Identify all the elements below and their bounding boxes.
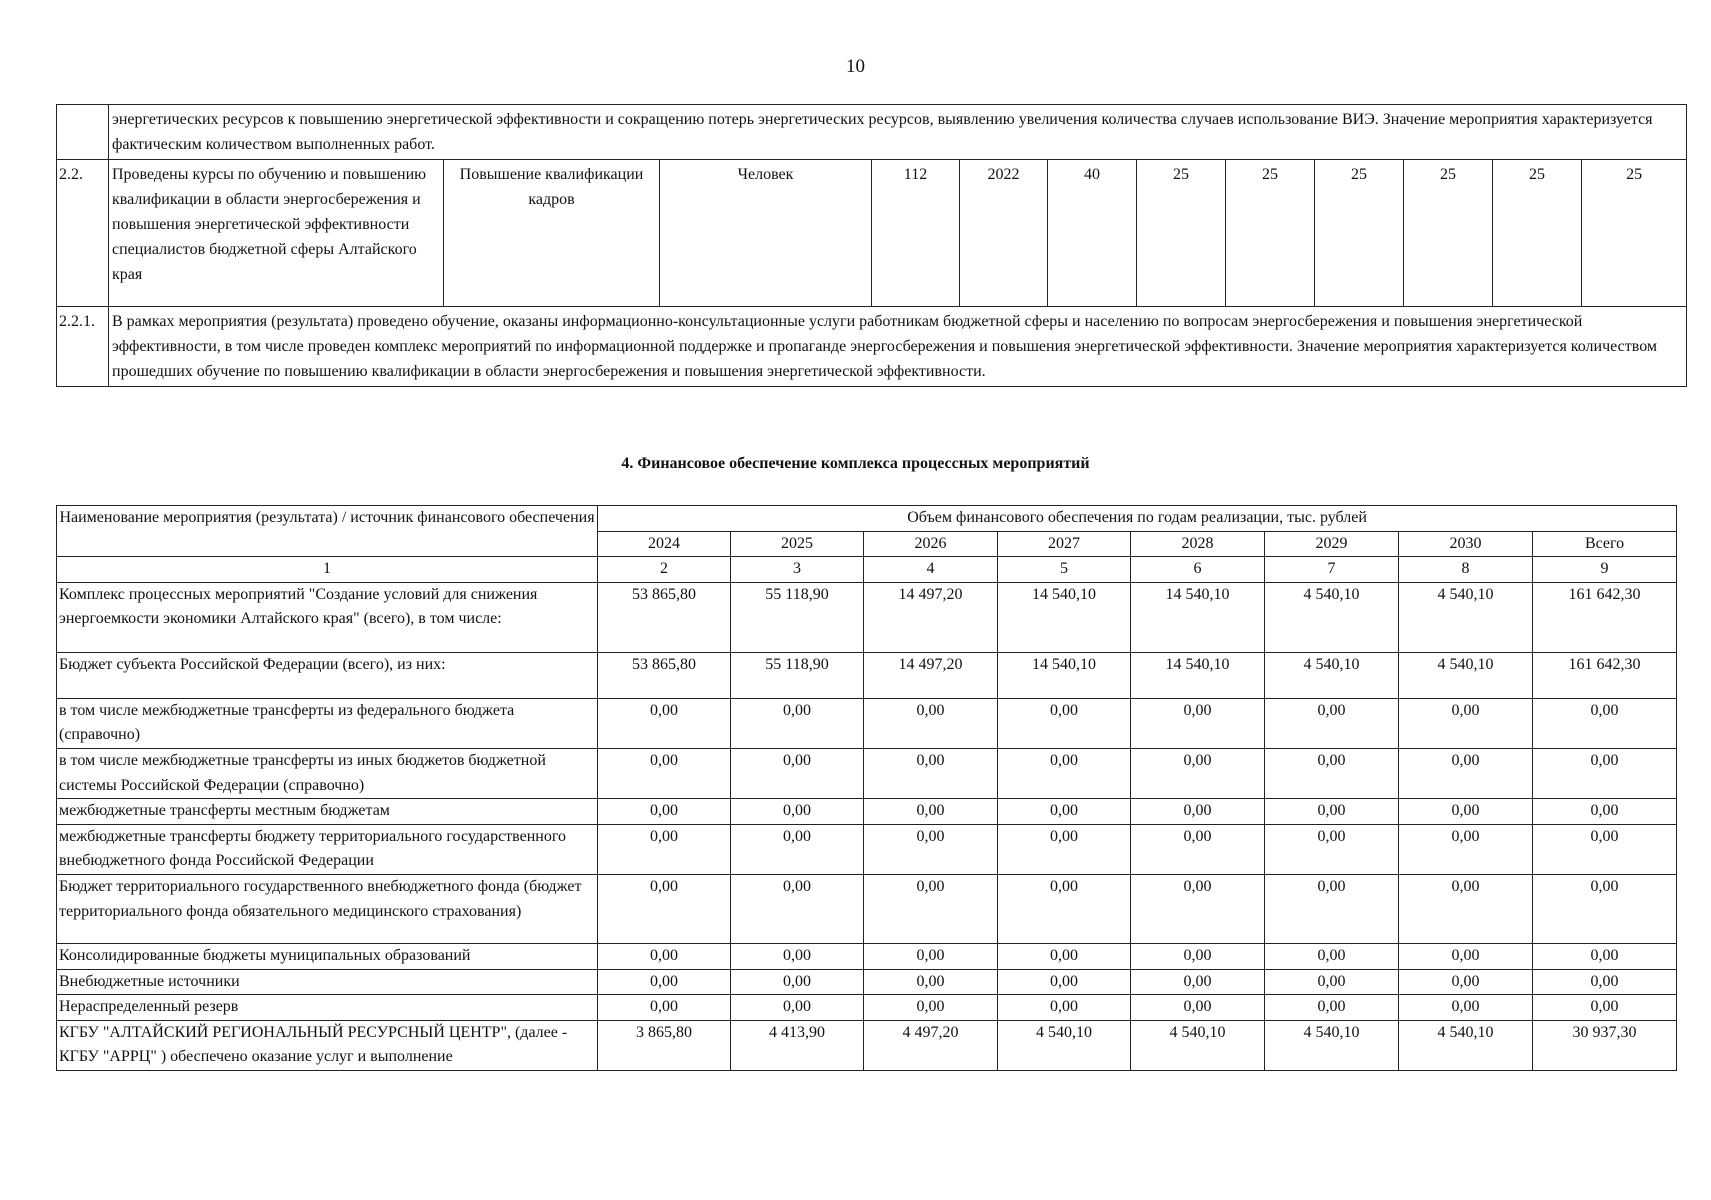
table-row [57,698,1677,748]
section-title: 4. Финансовое обеспечение комплекса процессных мероприятий [621,455,1090,472]
funding-source-name: в том числе межбюджетные трансферты из федерального бюджета (справочно) [57,698,598,748]
financing-table [56,505,1677,1071]
funding-value: 0,00 [1265,943,1399,969]
year-header: Всего [1533,531,1677,557]
funding-value: 0,00 [1399,698,1533,748]
funding-source-name: межбюджетные трансферты местным бюджетам [57,799,598,825]
funding-value: 55 118,90 [731,652,864,698]
funding-value: 0,00 [1533,799,1677,825]
funding-value: 0,00 [1399,799,1533,825]
base-year: 2022 [960,160,1048,307]
row-number [57,105,109,160]
table-row [57,307,1687,387]
funding-value: 4 540,10 [1265,652,1399,698]
funding-value: 0,00 [731,995,864,1021]
year-value: 40 [1048,160,1137,307]
funding-source-name: Консолидированные бюджеты муниципальных образований [57,943,598,969]
funding-source-name: Нераспределенный резерв [57,995,598,1021]
page-number: 10 [846,56,865,77]
funding-value: 4 540,10 [1265,1020,1399,1070]
funding-value: 14 540,10 [1131,582,1265,652]
funding-value: 0,00 [598,698,731,748]
funding-value: 30 937,30 [1533,1020,1677,1070]
row-number: 2.2.1. [57,307,109,387]
funding-value: 0,00 [998,943,1131,969]
table-row [57,1020,1677,1070]
funding-value: 0,00 [1131,698,1265,748]
funding-value: 0,00 [598,824,731,874]
funding-value: 0,00 [1533,943,1677,969]
funding-value: 0,00 [598,995,731,1021]
year-header: 2024 [598,531,731,557]
year-value: 25 [1137,160,1226,307]
funding-value: 0,00 [998,799,1131,825]
column-numbers-row [57,557,1677,583]
funding-value: 0,00 [1533,969,1677,995]
funding-value: 3 865,80 [598,1020,731,1070]
funding-value: 0,00 [1265,995,1399,1021]
column-number: 8 [1399,557,1533,583]
row-number: 2.2. [57,160,109,307]
funding-value: 0,00 [864,799,998,825]
funding-value: 161 642,30 [1533,652,1677,698]
funding-value: 14 540,10 [1131,652,1265,698]
funding-value: 0,00 [998,969,1131,995]
funding-value: 0,00 [998,748,1131,798]
funding-value: 53 865,80 [598,652,731,698]
funding-value: 0,00 [998,698,1131,748]
funding-value: 0,00 [1265,698,1399,748]
funding-source-name: в том числе межбюджетные трансферты из иных бюджетов бюджетной системы Российской Федерации (справочно) [57,748,598,798]
funding-source-name: Внебюджетные источники [57,969,598,995]
funding-value: 0,00 [731,943,864,969]
header-name-cell: Наименование мероприятия (результата) / источник финансового обеспечения [57,506,598,557]
funding-value: 0,00 [1131,748,1265,798]
year-header: 2030 [1399,531,1533,557]
funding-value: 14 497,20 [864,652,998,698]
column-number: 6 [1131,557,1265,583]
funding-value: 0,00 [731,799,864,825]
funding-value: 0,00 [1265,874,1399,943]
funding-value: 0,00 [1131,799,1265,825]
funding-source-name: КГБУ "АЛТАЙСКИЙ РЕГИОНАЛЬНЫЙ РЕСУРСНЫЙ ЦЕНТР", (далее - КГБУ "АРРЦ" ) обеспечено оказание услуг и выполнение [57,1020,598,1070]
funding-value: 0,00 [598,969,731,995]
year-header: 2026 [864,531,998,557]
table-row [57,582,1677,652]
table-row [57,969,1677,995]
funding-value: 0,00 [998,874,1131,943]
year-header: 2029 [1265,531,1399,557]
year-header: 2025 [731,531,864,557]
funding-value: 0,00 [864,748,998,798]
funding-source-name: межбюджетные трансферты бюджету территориального государственного внебюджетного фонда Российской Федерации [57,824,598,874]
measure-description: В рамках мероприятия (результата) проведено обучение, оказаны информационно-консультационные услуги работникам бюджетной сферы и населению по вопросам энергосбережения и повышения энергетической эффективности, в том числе проведен комплекс мероприятий по информационной поддержке и пропаганде энергосбережения и повышения энергетической эффективности. Значение мероприятия характеризуется количеством прошедших обучение по повышению квалификации в области энергосбережения и повышения энергетической эффективности. [109,307,1687,387]
year-value: 25 [1226,160,1315,307]
column-number: 4 [864,557,998,583]
funding-value: 0,00 [1399,943,1533,969]
funding-value: 0,00 [864,824,998,874]
funding-source-name: Бюджет субъекта Российской Федерации (всего), из них: [57,652,598,698]
funding-value: 0,00 [1533,824,1677,874]
funding-value: 0,00 [1131,969,1265,995]
funding-value: 0,00 [1265,969,1399,995]
funding-value: 53 865,80 [598,582,731,652]
funding-value: 0,00 [731,969,864,995]
year-value: 25 [1493,160,1582,307]
funding-value: 0,00 [731,748,864,798]
funding-value: 0,00 [1131,943,1265,969]
funding-value: 0,00 [864,969,998,995]
funding-value: 0,00 [1399,874,1533,943]
table-row [57,874,1677,943]
funding-value: 4 540,10 [1399,582,1533,652]
funding-value: 0,00 [1399,748,1533,798]
column-number: 7 [1265,557,1399,583]
column-number: 3 [731,557,864,583]
funding-value: 0,00 [1131,824,1265,874]
funding-value: 0,00 [598,943,731,969]
header-row [57,506,1677,532]
measures-table [56,104,1687,387]
funding-value: 0,00 [731,874,864,943]
table-row [57,160,1687,307]
funding-source-name: Бюджет территориального государственного внебюджетного фонда (бюджет территориального фонда обязательного медицинского страхования) [57,874,598,943]
funding-value: 0,00 [1399,995,1533,1021]
funding-value: 4 540,10 [1399,652,1533,698]
funding-value: 4 497,20 [864,1020,998,1070]
funding-value: 55 118,90 [731,582,864,652]
funding-value: 0,00 [1533,698,1677,748]
funding-value: 0,00 [864,874,998,943]
funding-value: 0,00 [1265,824,1399,874]
year-value: 25 [1404,160,1493,307]
funding-value: 14 497,20 [864,582,998,652]
table-row [57,748,1677,798]
funding-value: 0,00 [1533,748,1677,798]
header-volume-cell: Объем финансового обеспечения по годам реализации, тыс. рублей [598,506,1677,532]
table-row [57,995,1677,1021]
funding-value: 14 540,10 [998,652,1131,698]
funding-value: 0,00 [1533,995,1677,1021]
year-header: 2028 [1131,531,1265,557]
funding-value: 0,00 [598,799,731,825]
measure-type: Повышение квалификации кадров [444,160,660,307]
funding-value: 0,00 [864,943,998,969]
column-number: 9 [1533,557,1677,583]
funding-value: 0,00 [1131,874,1265,943]
base-value: 112 [872,160,960,307]
funding-value: 0,00 [1533,874,1677,943]
funding-value: 0,00 [598,748,731,798]
funding-value: 4 413,90 [731,1020,864,1070]
funding-value: 4 540,10 [1399,1020,1533,1070]
funding-value: 0,00 [998,824,1131,874]
funding-value: 0,00 [864,995,998,1021]
funding-value: 4 540,10 [1131,1020,1265,1070]
funding-value: 0,00 [731,698,864,748]
funding-value: 0,00 [1399,824,1533,874]
funding-value: 0,00 [1399,969,1533,995]
column-number: 2 [598,557,731,583]
year-value: 25 [1582,160,1687,307]
funding-value: 0,00 [998,995,1131,1021]
table-row [57,824,1677,874]
funding-source-name: Комплекс процессных мероприятий "Создание условий для снижения энергоемкости экономики Алтайского края" (всего), в том числе: [57,582,598,652]
column-number: 1 [57,557,598,583]
measure-unit: Человек [660,160,872,307]
funding-value: 0,00 [1131,995,1265,1021]
column-number: 5 [998,557,1131,583]
funding-value: 14 540,10 [998,582,1131,652]
funding-value: 0,00 [598,874,731,943]
funding-value: 4 540,10 [998,1020,1131,1070]
continued-description: энергетических ресурсов к повышению энергетической эффективности и сокращению потерь энергетических ресурсов, выявлению увеличения количества случаев использование ВИЭ. Значение мероприятия характеризуется фактическим количеством выполненных работ. [109,105,1687,160]
funding-value: 0,00 [731,824,864,874]
table-row [57,799,1677,825]
table-row [57,105,1687,160]
funding-value: 0,00 [864,698,998,748]
table-row [57,943,1677,969]
funding-value: 4 540,10 [1265,582,1399,652]
measure-name: Проведены курсы по обучению и повышению квалификации в области энергосбережения и повышения энергетической эффективности специалистов бюджетной сферы Алтайского края [109,160,444,307]
funding-value: 0,00 [1265,799,1399,825]
funding-value: 161 642,30 [1533,582,1677,652]
year-value: 25 [1315,160,1404,307]
year-header: 2027 [998,531,1131,557]
funding-value: 0,00 [1265,748,1399,798]
table-row [57,652,1677,698]
